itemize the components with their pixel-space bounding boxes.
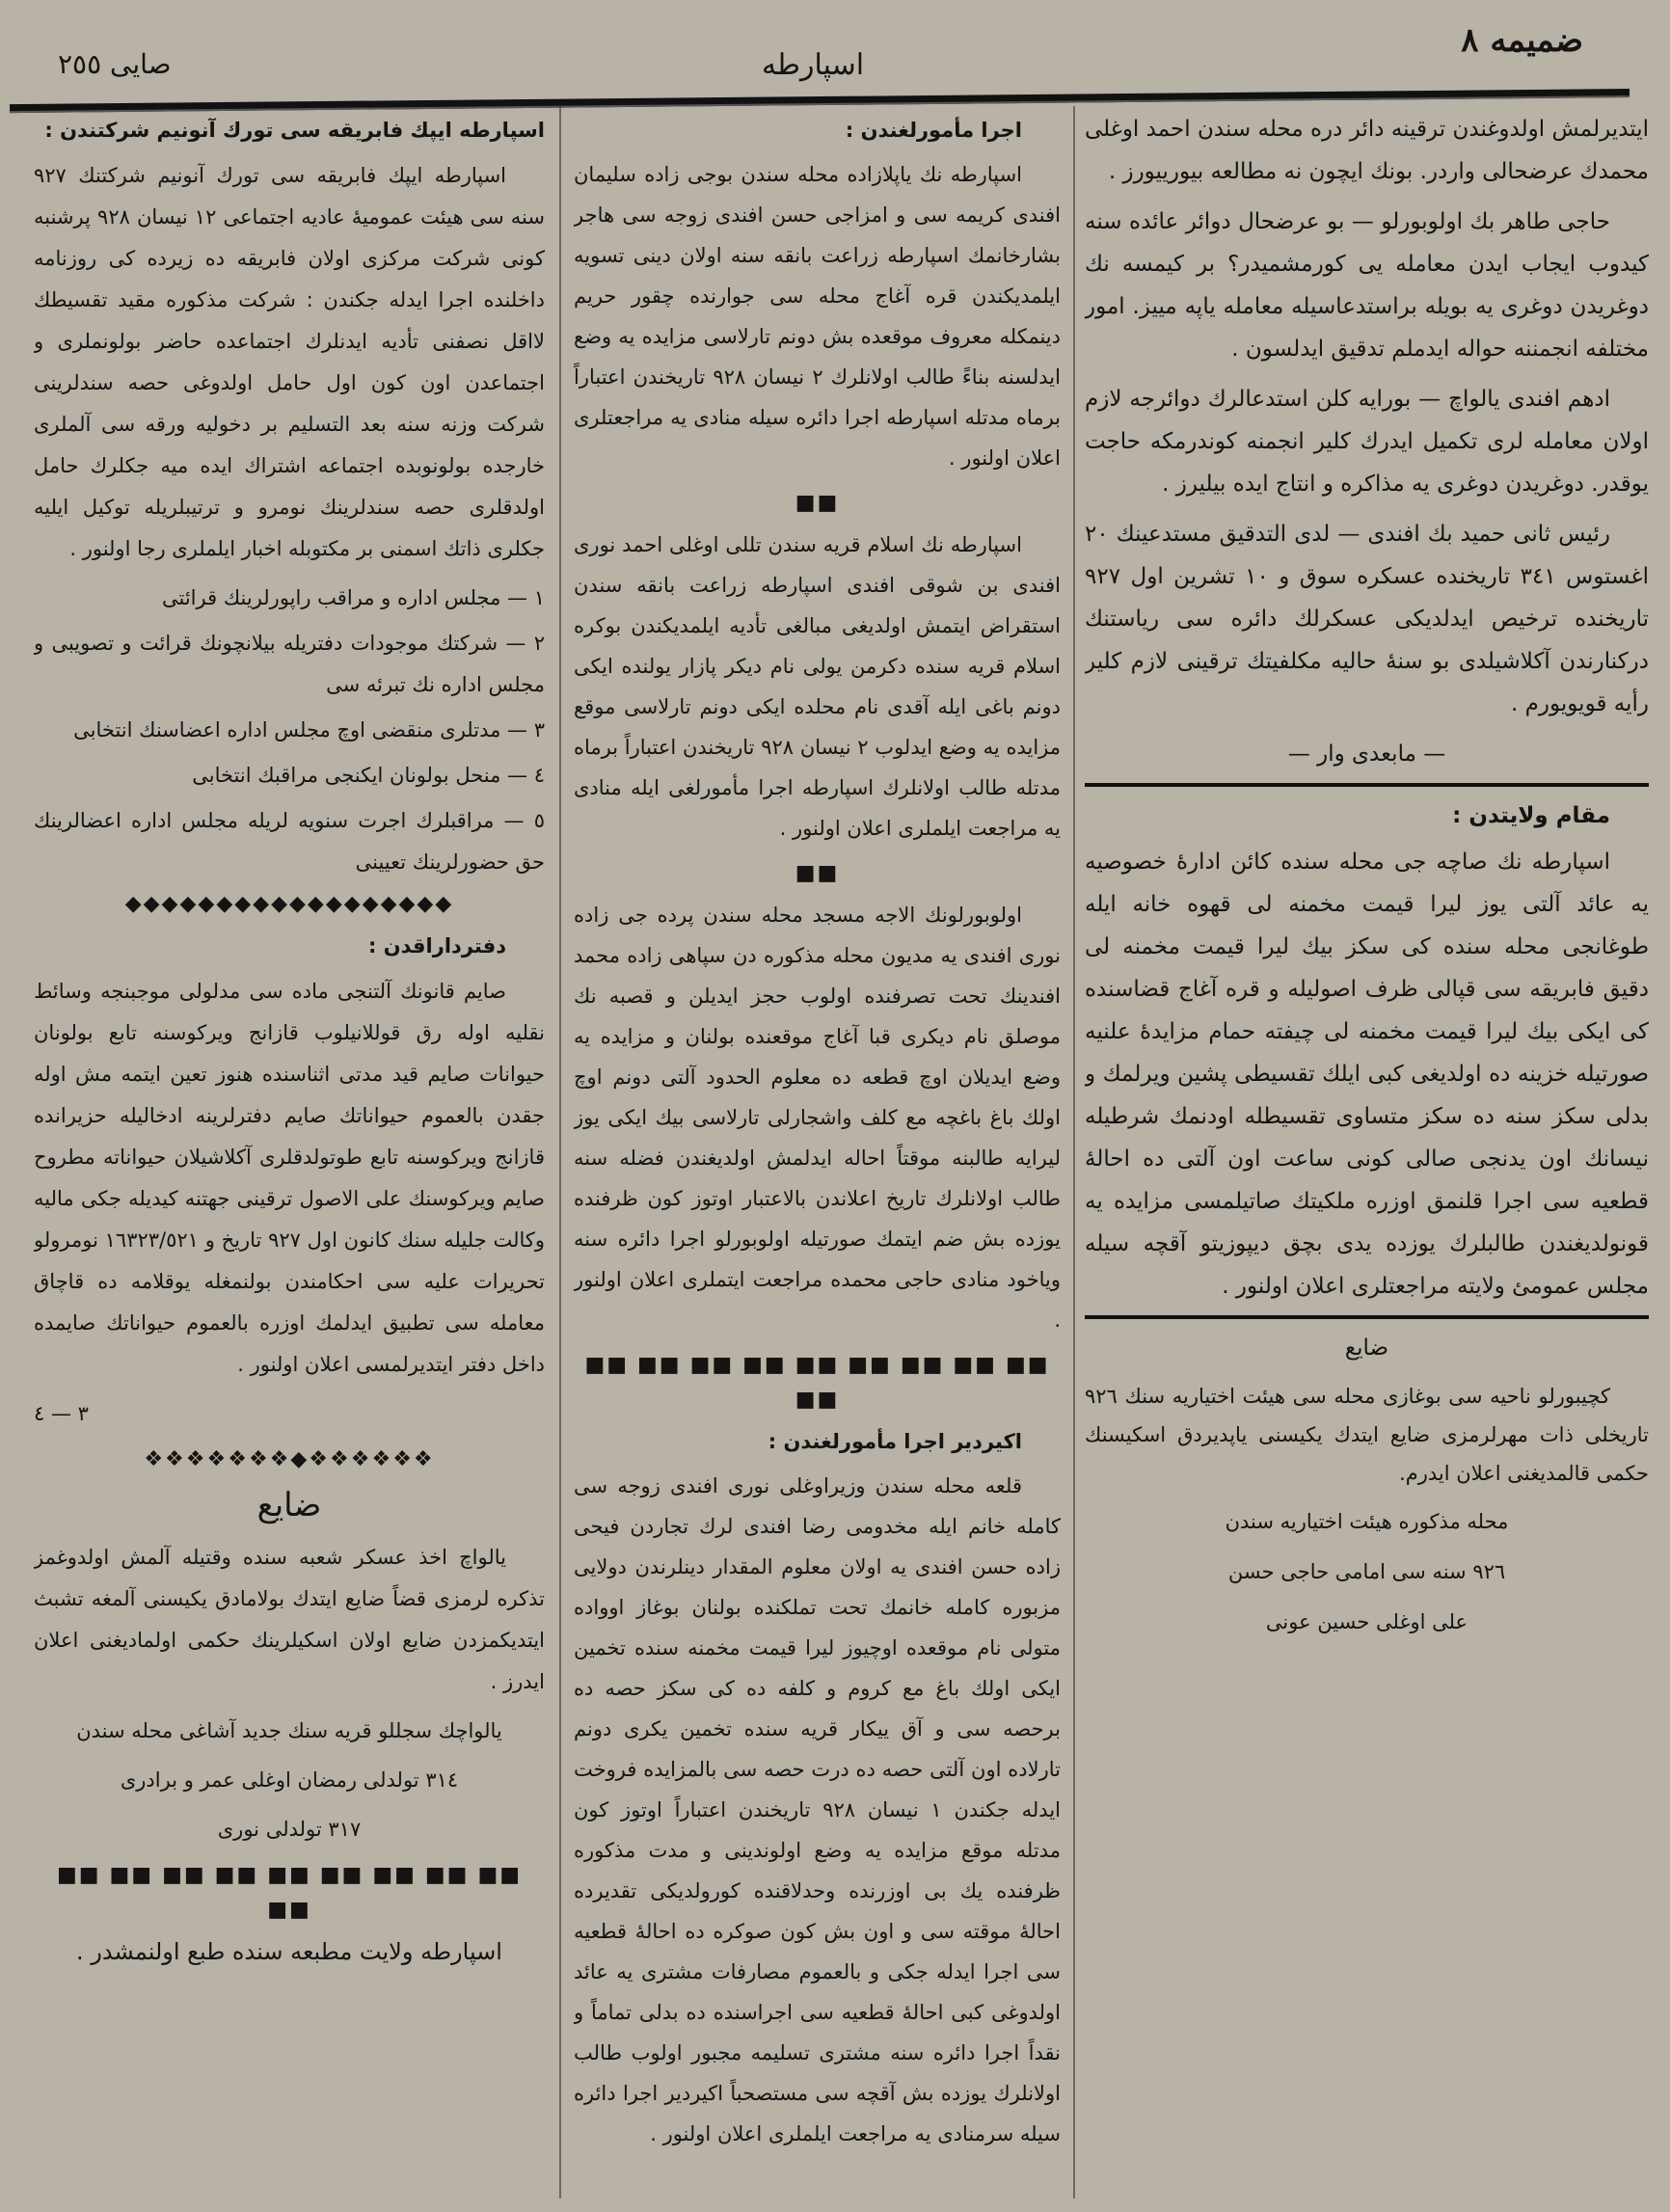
continued-note: — مابعدى وار — bbox=[1287, 742, 1446, 767]
signature: ٣١٧ تولدلى نورى bbox=[217, 1818, 362, 1841]
paragraph: اسپارطه نك ياپلازاده محله سندن بوجى زاده سليمان افندى كريمه سى و امزاجى حسن افندى زوجه سى هاجر بشارخانمك اسپارطه زراعت بانقه سنه اولان دينى تسويه ايلمديكندن قره آغاج محله سى جوارنده چقور حريم دينمكله معروف موقعده بش دونم تارلاسى مزايده يه وضع ايدلسنه بناءً طالب اولانلرك ٢ نيسان ٩٢٨ تاريخندن اعتباراً برماه مدتله اسپارطه اجرا دائره سيله منادى يه مراجعتلرى اعلان اولنور . bbox=[574, 163, 1061, 470]
paragraph: صايم قانونك آلتنجى ماده سى مدلولى موجبنجه وسائط نقليه اوله رق قوللانيلوب قازانج ويركوسنه تابع بولونان حيوانات صايم قيد مدتى اثناسنده هنوز تعين ايتمه مش اوله جقدن بالعموم حيواناتك صايم دفترلرينه ادخاليله حزيرانده قازانج ويركوسنه تابع طوتولدقلرى آكلاشيلان حيواناته مطروح صايم ويركوسنك على الاصول ترقينى جهتنه كيديله جكى ماليه وكالت جليله سنك كانون اول ٩٢٧ تاريخ و ١٦٣٢٣/٥٢١ نومرولو تحريرات عليه سى احكامندن بولنمغله يوقلامه ده قاچاق معامله سى تطبيق ايدلمك اوزره بالعموم حيواناتك صايمده داخل دفتر ايتديرلمسى اعلان اولنور . bbox=[34, 980, 545, 1376]
column-divider bbox=[1073, 106, 1075, 2199]
ornament-row: ❖❖❖❖❖❖❖◆❖❖❖❖❖❖ bbox=[144, 1447, 435, 1471]
column-divider bbox=[559, 106, 561, 2199]
paragraph: قلعه محله سندن وزيراوغلى نورى افندى زوجه سى كامله خانم ايله مخدومى رضا افندى لرك تجاردن فيحى زاده حسن افندى يه اولان معلوم المقدار دينلرندن دولايى مزبوره كامله خانمك تحت تملكنده بولنان بوغاز اوواده متولى نام موقعده اوچيوز ليرا قيمت مخمنه سنده تخمين ايكى اولك باغ مع كروم و كلفه ده كى سكز حصه ده برحصه سى و آق ييكار قريه سنده تخمين يكرى دونم تارلاده اون آلتى حصه ده درت حصه سى بالمزايده فروخت ايدله جكندن ١ نيسان ٩٢٨ تاريخندن اعتباراً اوتوز كون مدتله موقع مزايده يه وضع اولوندينى و مدت مذكوره ظرفنده يك بى اوزرنده وحدلاقنده كورولديكى تقديرده احالهٔ موقته سى و اون بش كون صوكره ده احالهٔ قطعيه سى اجرا ايدله جكى و بالعموم مصارفات مشترى يه عائد اولدوغى كبى احالهٔ قطعيه سى اجراسنده ده بدلى تماماً و نقداً اجرا دائره سنه مشترى تسليمه مجبور اولوب طالب اولانلرك يوزده بش آقچه سى مستصحباً اكيردير اجرا دائره سيله سرمنادى يه مراجعت ايلملرى اعلان اولنور . bbox=[574, 1474, 1061, 2145]
agenda-item: ٤ — منحل بولونان ايكنجى مراقبك انتخابى bbox=[192, 764, 545, 787]
paragraph: ادهم افندى يالواچ — بورايه كلن استدعالرك دوائرجه لازم اولان معامله لرى تكميل ايدرك كلير انجمنه كوندرمكه حاجت يوقدر. دوغريدن دوغرى يه مذاكره و انتاج ايده بيليرز . bbox=[1085, 387, 1649, 497]
column-right bbox=[1085, 108, 1649, 2200]
signature: ٩٢٦ سنه سى امامى حاجى حسن bbox=[1227, 1560, 1506, 1583]
agenda-item: ٣ — مدتلرى منقضى اوچ مجلس اداره اعضاسنك انتخابى bbox=[73, 718, 545, 742]
paragraph: كچيبورلو ناحيه سى بوغازى محله سى هيئت اختياريه سنك ٩٢٦ تاريخلى ذات مهرلرمزى ضايع ايتدك يكيسنى ياپديردق اسكيسنك حكمى قالمديغنى اعلان ايدرم. bbox=[1085, 1385, 1649, 1485]
column-middle bbox=[574, 108, 1061, 2200]
signature: ٣١٤ تولدلى رمضان اوغلى عمر و برادرى bbox=[120, 1768, 459, 1792]
paragraph: اسپارطه نك صاچه جى محله سنده كائن ادارهٔ خصوصيه يه عائد آلتى يوز ليرا قيمت مخمنه لى قهوه خانه ايله طوغانجى محله سنده كى سكز بيك ليرا قيمت مخمنه لى دقيق فابريقه سى قپالى ظرف اصوليله و قره آغاج قضاسنده كى ايكى بيك ليرا قيمت مخمنه لى چيفته حمام مزايدهٔ علنيه صورتيله خزينه ده اولديغى كبى ايلك تقسيطى پشين ويرلمك و بدلى سكز سنه ده سكز متساوى تقسيطله اودنمك شرطيله نيسانك اون يدنجى صالى كونى ساعت اون آلتى ده احالهٔ قطعيه سى اجرا قلنمق اوزره ملكيتك صاتيلمسى مزايده يه قونولديغندن طالبلرك يوزده يدى بچق ديپوزيتو آقچه سيله مجلس عمومئ ولايته مراجعتلرى اعلان اولنور . bbox=[1085, 850, 1649, 1299]
column-left bbox=[34, 108, 545, 2200]
newspaper-title: اسپارطه bbox=[762, 48, 865, 82]
agenda-item: ٥ — مراقبلرك اجرت سنويه لريله مجلس اداره اعضالرينك حق حضورلرينك تعيينى bbox=[34, 809, 545, 874]
paragraph: يالواچ اخذ عسكر شعبه سنده وقتيله آلمش اولدوغمز تذكره لرمزى قضاً ضايع ايتدك بولامادق يكيسنى آلمغه تشبث ايتديكمزدن ضايع اولان اسكيلرينك حكمى اولماديغنى اعلان ايدرز . bbox=[34, 1546, 545, 1693]
paragraph: اولوبورلونك الاجه مسجد محله سندن پرده جى زاده نورى افندى يه مديون محله مذكوره دن سپاهى زاده محمد افندينك تحت تصرفنده اولوب حجز ايديلن و قصبه نك موصلق نام ديكرى قبا آغاج موقعنده بولنان و مزايده يه وضع ايديلان اوچ قطعه ده معلوم الحدود آلتى دونم اوچ اولك باغ باغچه مع كلف واشجارلى تارلاسى بيك ايكى يوز ليرايه طالبنه موقتاً احاله ايدلمش اولديغندن فضله سنه طالب اولانلرك تاريخ اعلاندن بالاعتبار اوتوز كون ظرفنده يوزده بش ضم ايتمك صورتيله اولوبورلو اجرا دائره سنه وياخود منادى حاجى محمده مراجعت ايتملرى اعلان اولنور . bbox=[574, 904, 1061, 1332]
section-heading: دفترداراقدن : bbox=[368, 934, 506, 958]
paragraph: رئيس ثانى حميد بك افندى — لدى التدقيق مستدعينك ٢٠ اغستوس ٣٤١ تاريخنده عسكره سوق و ١٠ تشرين اول ٩٢٧ تاريخنده ترخيص ايدلديكى عسكرلك دائره سى رياستنك دركنارندن آكلاشيلدى بو سنهٔ حاليه مكلفيتك ترقينى لازم كلير رأيه قويويورم . bbox=[1085, 522, 1649, 716]
section-heading: اجرا مأمورلغندن : bbox=[845, 119, 1022, 142]
ornament-row: ◆◆◆◆◆◆◆◆◆◆◆◆◆◆◆◆◆◆ bbox=[124, 892, 454, 916]
printer-imprint: اسپارطه ولايت مطبعه سنده طبع اولنمشدر . bbox=[76, 1938, 502, 1965]
agenda-item: ٢ — شركتك موجودات دفتريله بيلانچونك قرائت و تصويبى و مجلس اداره نك تبرئه سى bbox=[34, 632, 545, 696]
paragraph: اسپارطه ايپك فابريقه سى تورك آنونيم شركتنك ٩٢٧ سنه سى هيئت عموميهٔ عاديه اجتماعى ١٢ نيسان ٩٢٨ پرشنبه كونى شركت مركزى اولان فابريقه ده زيرده كى روزنامه داخلنده اجرا ايدله جكندن : شركت مذكوره مقيد تقسيطك لااقل نصفنى تأديه ايدنلرك اجتماعده حاضر بولونملرى و اجتماعدن اون كون اول حامل اولدوغى حصه سندلرينى شركت وزنه سنه بعد التسليم بر دخوليه ورقه سى آلملرى خارجده بولونوبده اجتماعه اشتراك ايده ميه جكلرك حامل اولدقلرى حصه سندلرينك نومرو و ترتيبلريله توكيل ايليه جكلرى ذاتك اسمنى بر مكتوبله اخبار ايلملرى رجا اولنور . bbox=[34, 164, 545, 560]
section-heading: اسپارطه ايپك فابريقه سى تورك آنونيم شركتندن : bbox=[44, 119, 545, 142]
issue-number: صايى ٢٥٥ bbox=[58, 48, 172, 80]
section-heading: اكيردير اجرا مأمورلغندن : bbox=[768, 1430, 1022, 1453]
notice-number: ٣ — ٤ bbox=[34, 1402, 89, 1425]
ornament-row: ■■ ■■ ■■ ■■ ■■ ■■ ■■ ■■ ■■ ■■ bbox=[584, 1353, 1050, 1412]
signature: يالواچك سجللو قريه سنك جديد آشاغى محله سندن bbox=[76, 1719, 502, 1742]
ornament: ■■ bbox=[795, 861, 840, 885]
section-heading: ضايع bbox=[256, 1486, 322, 1524]
divider bbox=[1085, 1315, 1649, 1319]
section-heading: مقام ولايتدن : bbox=[1452, 803, 1610, 828]
agenda-item: ١ — مجلس اداره و مراقب راپورلرينك قرائتى bbox=[162, 586, 545, 609]
signature: محله مذكوره هيئت اختياريه سندن bbox=[1225, 1510, 1509, 1533]
divider bbox=[1085, 783, 1649, 787]
signature: على اوغلى حسين عونى bbox=[1265, 1610, 1468, 1633]
paragraph: ايتديرلمش اولدوغندن ترقينه دائر دره محله سندن احمد اوغلى محمدك عرضحالى واردر. بونك ايچون نه مطالعه بيورييورز . bbox=[1085, 117, 1649, 184]
ornament-row: ■■ ■■ ■■ ■■ ■■ ■■ ■■ ■■ ■■ ■■ bbox=[56, 1863, 523, 1922]
ornament: ■■ bbox=[795, 491, 840, 515]
page-number: ضميمه ٨ bbox=[1461, 21, 1583, 60]
section-heading: ضايع bbox=[1344, 1335, 1389, 1361]
paragraph: اسپارطه نك اسلام قريه سندن تللى اوغلى احمد نورى افندى بن شوقى افندى اسپارطه زراعت بانقه سندن استقراض ايتمش اولديغى مبالغى تأديه ايلمديكندن بوكره اسلام قريه سنده دكرمن يولى نام ديكر پازار يولنده ايكى دونم باغى ايله آقدى نام محلده ايكى دونم تارلاسى موقع مزايده يه وضع ايدلوب ٢ نيسان ٩٢٨ تاريخندن اعتباراً برماه مدتله طالب اولانلرك اسپارطه اجرا مأمورلغى ايله منادى يه مراجعت ايلملرى اعلان اولنور . bbox=[574, 533, 1061, 840]
paragraph: حاجى طاهر بك اولوبورلو — بو عرضحال دوائر عائده سنه كيدوب ايجاب ايدن معامله يى كورمشميدر؟ بر كيمسه نك دوغريدن دوغرى يه بويله براستدعاسيله معامله ياپه مييز. امور مختلفه انجمننه حواله ايدملم تدقيق ايدلسون . bbox=[1085, 209, 1649, 362]
